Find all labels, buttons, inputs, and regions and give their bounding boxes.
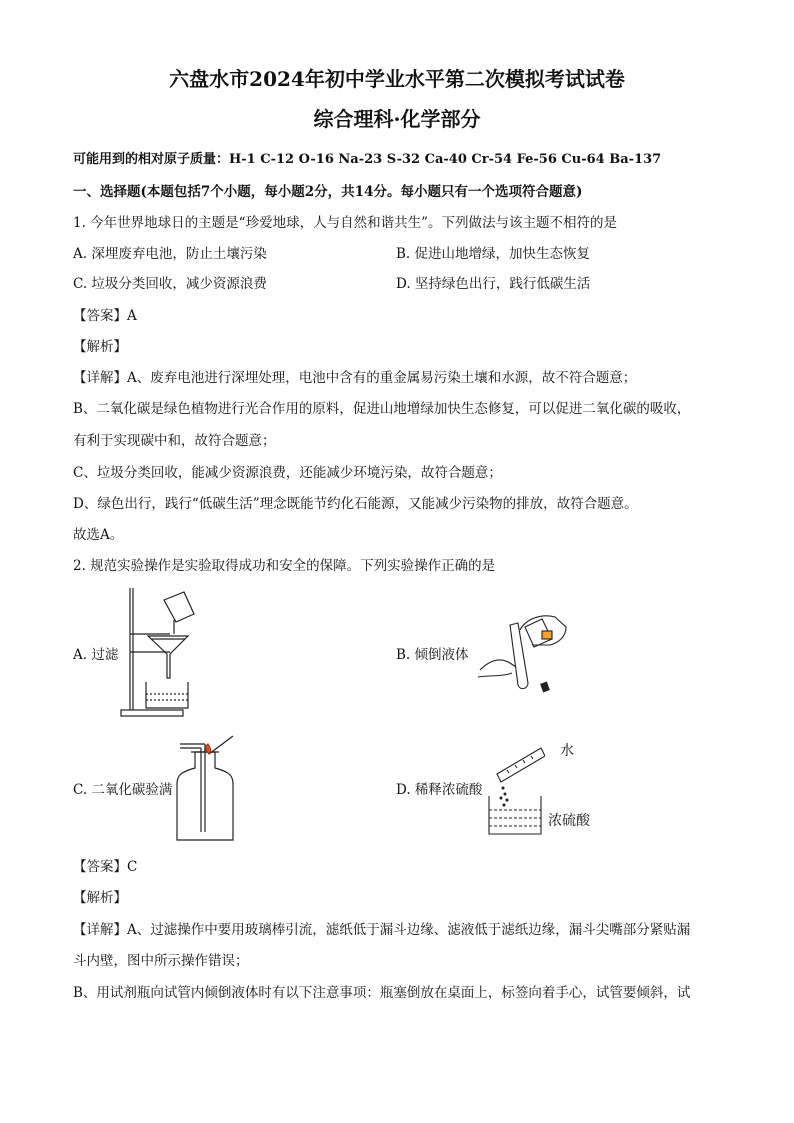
q1-detail-line: 【详解】A、废弃电池进行深埋处理，电池中含有的重金属易污染土壤和水源，故不符合题意； [73, 370, 637, 386]
q1-detail-line: B、二氧化碳是绿色植物进行光合作用的原料，促进山地增绿加快生态修复，可以促进二氧化碳的吸收， [73, 401, 691, 417]
exam-subtitle: 综合理科·化学部分 [313, 107, 481, 131]
q2-option-b: B. 倾倒液体 [396, 647, 469, 663]
q2-analysis-label: 【解析】 [73, 890, 127, 906]
q1-stem: 1. 今年世界地球日的主题是“珍爱地球，人与自然和谐共生”。下列做法与该主题不相符的是 [73, 215, 617, 231]
filtration-figure [118, 586, 198, 721]
q2-detail-line: 斗内壁，图中所示操作错误； [73, 953, 249, 969]
pouring-figure [470, 605, 570, 700]
q2-option-a: A. 过滤 [73, 647, 119, 663]
atomic-mass-note: 可能用到的相对原子质量：H-1 C-12 O-16 Na-23 S-32 Ca-40 Cr-54 Fe-56 Cu-64 Ba-137 [73, 152, 662, 167]
section1-title: 一、选择题(本题包括7个小题，每小题2分，共14分。每小题只有一个选项符合题意) [73, 184, 583, 200]
q1-detail-line: C、垃圾分类回收，能减少资源浪费，还能减少环境污染，故符合题意； [73, 465, 502, 481]
q1-detail-line: 故选A。 [73, 527, 124, 543]
q2-option-c: C. 二氧化碳验满 [73, 782, 173, 798]
q1-answer: 【答案】A [73, 308, 137, 324]
conc-acid-label: 浓硫酸 [548, 813, 590, 829]
q1-option-c: C. 垃圾分类回收，减少资源浪费 [73, 276, 267, 292]
q1-option-a: A. 深埋废弃电池，防止土壤污染 [73, 246, 267, 262]
q2-detail-line: B、用试剂瓶向试管内倾倒液体时有以下注意事项：瓶塞倒放在桌面上，标签向着手心，试管要倾斜，试 [73, 985, 691, 1001]
exam-title: 六盘水市2024年初中学业水平第二次模拟考试试卷 [169, 67, 625, 91]
q2-detail-line: 【详解】A、过滤操作中要用玻璃棒引流，滤纸低于漏斗边缘、滤液低于滤纸边缘，漏斗尖嘴部分紧贴漏 [73, 922, 691, 938]
q2-option-d: D. 稀释浓硫酸 [396, 782, 483, 798]
q2-stem: 2. 规范实验操作是实验取得成功和安全的保障。下列实验操作正确的是 [73, 558, 496, 574]
q1-detail-line: 有利于实现碳中和，故符合题意； [73, 433, 276, 449]
co2-test-figure [175, 732, 240, 844]
q1-detail-line: D、绿色出行，践行“低碳生活”理念既能节约化石能源，又能减少污染物的排放，故符合题意。 [73, 496, 638, 512]
q1-option-d: D. 坚持绿色出行，践行低碳生活 [396, 276, 591, 292]
dilution-figure [485, 738, 545, 838]
water-label: 水 [560, 743, 574, 759]
q1-analysis-label: 【解析】 [73, 339, 127, 355]
q1-option-b: B. 促进山地增绿，加快生态恢复 [396, 246, 591, 262]
q2-answer: 【答案】C [73, 859, 138, 875]
